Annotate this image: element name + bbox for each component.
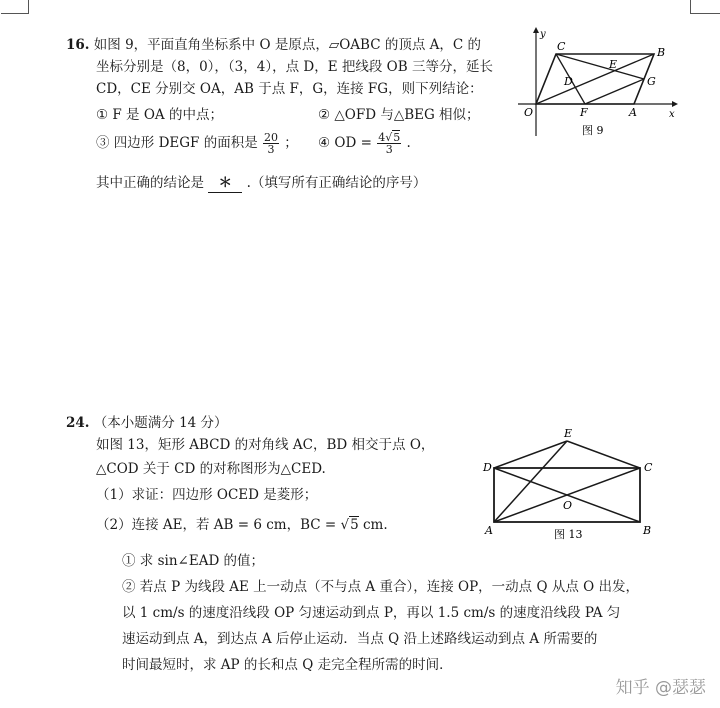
q24-sub-1: ① 求 sin∠EAD 的值； bbox=[122, 553, 265, 569]
crop-mark-right bbox=[690, 0, 691, 14]
q16-option-4-numerator: 4√5 bbox=[378, 131, 401, 144]
q16-answer-line bbox=[96, 174, 426, 193]
q24-text-1: 如图 13，矩形 ABCD 的对角线 AC，BD 相交于点 O， bbox=[96, 437, 435, 453]
fig9-label-a: A bbox=[629, 106, 637, 119]
q16-answer-prefix: 其中正确的结论是 bbox=[96, 175, 204, 191]
q24-part-1: （1）求证：四边形 OCED 是菱形； bbox=[96, 487, 318, 503]
q24-number: 24. bbox=[66, 415, 90, 431]
fig13-label-d: D bbox=[483, 461, 492, 474]
fig9-y-arrow bbox=[533, 27, 539, 33]
q16-option-3-fraction bbox=[263, 132, 279, 155]
fig9-label-c: C bbox=[557, 40, 566, 53]
q16-answer-blank: ＊ bbox=[208, 174, 242, 193]
q16-text-3: CD，CE 分别交 OA，AB 于点 F，G，连接 FG，则下列结论： bbox=[96, 81, 483, 97]
fig13-line-ae bbox=[494, 441, 567, 522]
fig9-label-d: D bbox=[564, 75, 573, 88]
q24-header-line bbox=[66, 414, 228, 432]
q16-text-2: 坐标分别是（8，0），（3，4），点 D，E 把线段 OB 三等分，延长 bbox=[96, 59, 493, 75]
q16-answer-suffix: .（填写所有正确结论的序号） bbox=[246, 175, 427, 191]
fig9-label-e: E bbox=[609, 58, 618, 71]
q16-line-1 bbox=[66, 36, 481, 54]
q24-part-2: （2）连接 AE，若 AB = 6 cm，BC = √5 cm. bbox=[96, 517, 388, 533]
watermark: 知乎 @瑟瑟 bbox=[615, 678, 706, 698]
q16-option-3-suffix: ； bbox=[284, 135, 298, 151]
fig9-label-o: O bbox=[524, 106, 534, 119]
q24-text-2: △COD 关于 CD 的对称图形为△CED. bbox=[96, 461, 326, 477]
q24-header: （本小题满分 14 分） bbox=[93, 415, 228, 431]
q16-option-4-coef: 4 bbox=[378, 131, 386, 144]
q24-sub-2-line-1: ② 若点 P 为线段 AE 上一动点（不与点 A 重合），连接 OP，一动点 Q 从点 O 出发， bbox=[122, 579, 639, 595]
fig9-label-g: G bbox=[647, 75, 656, 88]
q16-option-4-suffix: . bbox=[406, 135, 411, 151]
fig13-label-b: B bbox=[643, 524, 652, 537]
fig13-label-a: A bbox=[485, 524, 493, 537]
figure-9 bbox=[512, 24, 682, 144]
q24-sub-2-line-4: 时间最短时，求 AP 的长和点 Q 走完全程所需的时间． bbox=[122, 657, 453, 673]
fig13-caption: 图 13 bbox=[554, 528, 583, 541]
fig13-line-ce bbox=[567, 441, 640, 468]
q16-option-4-radicand: 5 bbox=[393, 131, 401, 144]
q16-option-4-prefix: ④ OD = bbox=[318, 135, 372, 151]
q16-option-4 bbox=[318, 132, 411, 155]
q16-number: 16. bbox=[66, 37, 90, 53]
q16-option-4-denominator: 3 bbox=[385, 143, 393, 156]
fig9-label-x: x bbox=[669, 109, 675, 120]
q16-option-3-denominator: 3 bbox=[267, 143, 275, 156]
fig9-label-y: y bbox=[540, 29, 546, 40]
q16-option-3 bbox=[96, 132, 298, 155]
q16-option-3-numerator: 20 bbox=[264, 131, 278, 144]
crop-mark-left bbox=[28, 0, 29, 14]
fig9-caption: 图 9 bbox=[582, 124, 604, 137]
fig13-label-e: E bbox=[564, 427, 573, 440]
fig9-label-b: B bbox=[657, 46, 666, 59]
fig9-x-arrow bbox=[672, 101, 678, 107]
q16-text-1: 如图 9，平面直角坐标系中 O 是原点，▱OABC 的顶点 A，C 的 bbox=[93, 37, 481, 53]
q16-option-4-fraction bbox=[377, 132, 401, 155]
fig13-label-o: O bbox=[563, 499, 573, 512]
q16-option-3-prefix: ③ 四边形 DEGF 的面积是 bbox=[96, 135, 258, 151]
fig9-label-f: F bbox=[580, 106, 588, 119]
q24-part-2-radicand: 5 bbox=[350, 517, 359, 533]
q24-sub-2-line-2: 以 1 cm/s 的速度沿线段 OP 匀速运动到点 P，再以 1.5 cm/s 的速度沿线段 PA 匀 bbox=[122, 605, 621, 621]
fig13-line-de bbox=[494, 441, 567, 468]
q24-part-2-suffix: cm. bbox=[362, 517, 388, 533]
q24-sub-2-line-3: 速运动到点 A，到达点 A 后停止运动．当点 Q 沿上述路线运动到点 A 所需要的 bbox=[122, 631, 598, 647]
q16-option-1: ① F 是 OA 的中点； bbox=[96, 107, 223, 123]
figure-13 bbox=[480, 424, 660, 546]
q16-option-2: ② △OFD 与△BEG 相似； bbox=[318, 107, 480, 123]
fig13-label-c: C bbox=[644, 461, 653, 474]
q24-part-2-prefix: （2）连接 AE，若 AB = 6 cm，BC = bbox=[96, 517, 337, 533]
